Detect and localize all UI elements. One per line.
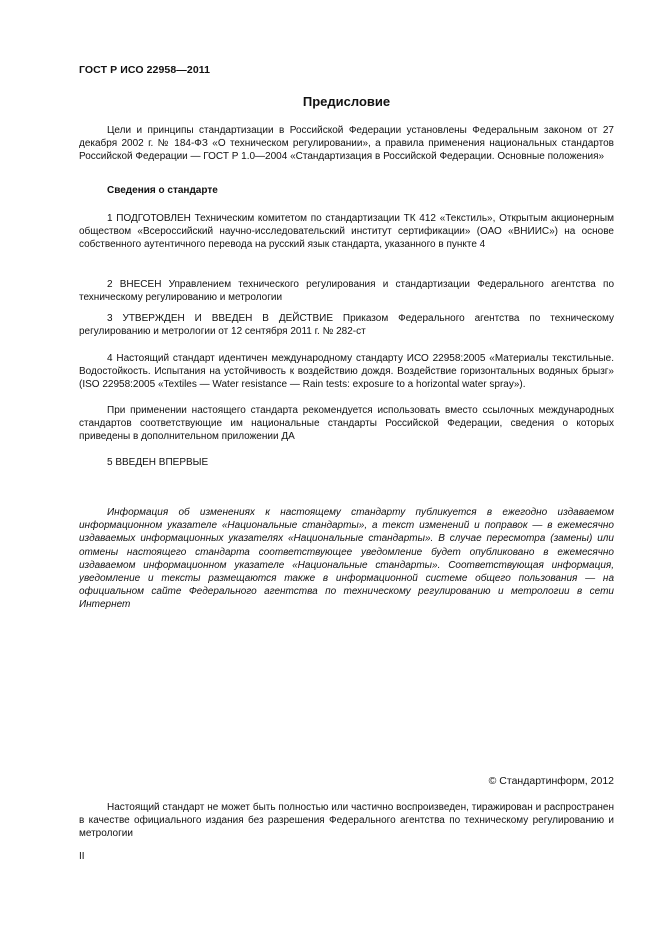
page-number: II <box>79 851 85 862</box>
item-3-approved: 3 УТВЕРЖДЕН И ВВЕДЕН В ДЕЙСТВИЕ Приказом Федерального агентства по техническому регулированию и метрологии от 12 сентября 2011 г. № 282-ст <box>79 313 614 338</box>
item-2-introduced: 2 ВНЕСЕН Управлением технического регулирования и стандартизации Федерального агентства по техническому регулированию и метрологии <box>79 279 614 304</box>
page-title: Предисловие <box>302 94 391 109</box>
item-1-prepared: 1 ПОДГОТОВЛЕН Техническим комитетом по стандартизации ТК 412 «Текстиль», Открытым акционерным обществом «Всероссийский научно-исследовательский институт сертификации» (ОАО «ВНИИС») на основе собственного аутентичного перевода на русский язык стандарта, указанного в пункте 4 <box>79 213 614 251</box>
item-4-identical: 4 Настоящий стандарт идентичен международному стандарту ИСО 22958:2005 «Материалы текстильные. Водостойкость. Испытания на устойчивость к воздействию дождя. Воздействие горизонтальных водяных брызг» (ISO 22958:2005 «Textiles — Water resistance — Rain tests: exposure to a horizontal water spray»). <box>79 353 614 391</box>
change-info-paragraph: Информация об изменениях к настоящему стандарту публикуется в ежегодно издаваемом информационном указателе «Национальные стандарты», а текст изменений и поправок — в ежемесячно издаваемых информационных указателях «Национальные стандарты». В случае пересмотра (замены) или отмены настоящего стандарта соответствующее уведомление будет опубликовано в ежемесячно издаваемом информационном указателе «Национальные стандарты». Соответствующая информация, уведомление и тексты размещаются также в информационной системе общего пользования — на официальном сайте Федерального агентства по техническому регулированию и метрологии в сети Интернет <box>79 507 614 611</box>
info-heading: Сведения о стандарте <box>107 185 218 196</box>
reproduction-notice: Настоящий стандарт не может быть полностью или частично воспроизведен, тиражирован и распространен в качестве официального издания без разрешения Федерального агентства по техническому регулированию и метрологии <box>79 802 614 840</box>
standard-code: ГОСТ Р ИСО 22958—2011 <box>79 64 211 76</box>
intro-paragraph: Цели и принципы стандартизации в Российской Федерации установлены Федеральным законом от 27 декабря 2002 г. № 184-ФЗ «О техническом регулировании», а правила применения национальных стандартов Российской Федерации — ГОСТ Р 1.0—2004 «Стандартизация в Российской Федерации. Основные положения» <box>79 125 614 163</box>
item-4-note: При применении настоящего стандарта рекомендуется использовать вместо ссылочных международных стандартов соответствующие им национальные стандарты Российской Федерации, сведения о которых приведены в дополнительном приложении ДА <box>79 405 614 443</box>
item-5-first-introduced: 5 ВВЕДЕН ВПЕРВЫЕ <box>107 457 209 468</box>
copyright: © Стандартинформ, 2012 <box>488 775 614 787</box>
